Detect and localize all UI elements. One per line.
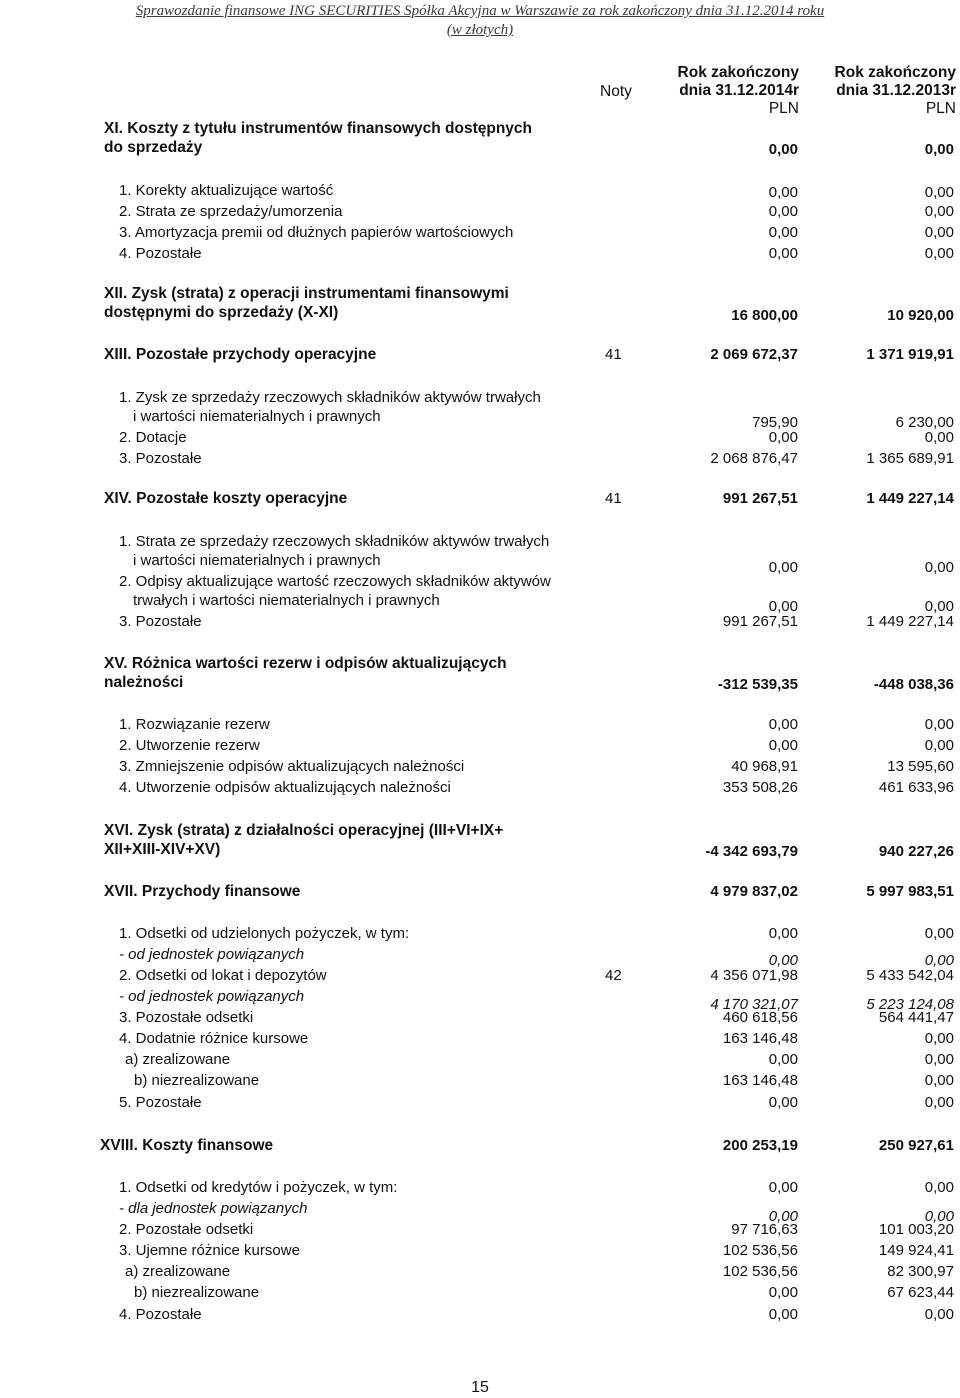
value-2013: 940 227,26 <box>878 843 954 860</box>
line-item-row <box>0 737 960 755</box>
line-item-row <box>0 1094 960 1112</box>
row-label: XI. Koszty z tytułu instrumentów finansowych dostępnych <box>104 120 533 137</box>
value-2014: 0,00 <box>768 1179 798 1196</box>
section-row <box>0 655 960 673</box>
line-item-row <box>0 1306 960 1324</box>
row-label: 4. Dodatnie różnice kursowe <box>119 1030 309 1047</box>
value-2014: 991 267,51 <box>722 490 798 507</box>
row-label: XIII. Pozostałe przychody operacyjne <box>104 346 377 363</box>
value-2014: 163 146,48 <box>722 1030 798 1047</box>
line-item-row <box>0 533 960 551</box>
row-label: trwałych i wartości niematerialnych i prawnych <box>133 592 440 609</box>
line-item-row <box>0 1179 960 1197</box>
row-label: - dla jednostek powiązanych <box>119 1200 308 1217</box>
value-2014: 40 968,91 <box>731 758 798 775</box>
line-item-row <box>0 1030 960 1048</box>
row-label: dostępnymi do sprzedaży (X-XI) <box>104 304 339 321</box>
value-2013: 0,00 <box>924 1208 954 1225</box>
value-2013: 67 623,44 <box>887 1284 954 1301</box>
value-2013: 10 920,00 <box>887 307 954 324</box>
value-2014: 0,00 <box>768 245 798 262</box>
column-2013-unit: PLN <box>925 100 956 117</box>
value-2014: 795,90 <box>752 414 798 431</box>
value-2014: 0,00 <box>768 716 798 733</box>
row-label: XII+XIII-XIV+XV) <box>104 841 221 858</box>
value-2013: 0,00 <box>924 429 954 446</box>
value-2013: 149 924,41 <box>878 1242 954 1259</box>
value-2014: 0,00 <box>768 429 798 446</box>
column-2013-line2: dnia 31.12.2013r <box>836 82 956 99</box>
row-label: 2. Odsetki od lokat i depozytów <box>119 967 327 984</box>
column-2014-line1: Rok zakończony <box>677 64 799 81</box>
value-2013: 0,00 <box>924 1030 954 1047</box>
value-2013: 0,00 <box>924 184 954 201</box>
line-item-row <box>0 1221 960 1239</box>
value-2014: 0,00 <box>768 224 798 241</box>
value-2014: 0,00 <box>768 598 798 615</box>
value-2014: 460 618,56 <box>722 1009 798 1026</box>
line-item-row <box>0 389 960 407</box>
value-2014: 0,00 <box>768 559 798 576</box>
value-2014: 97 716,63 <box>731 1221 798 1238</box>
value-2013: 0,00 <box>924 1072 954 1089</box>
row-label: XIV. Pozostałe koszty operacyjne <box>104 490 348 507</box>
value-2013: 461 633,96 <box>878 779 954 796</box>
section-row <box>0 304 960 322</box>
value-2014: 4 356 071,98 <box>710 967 798 984</box>
value-2013: 1 449 227,14 <box>866 490 954 507</box>
value-2013: 0,00 <box>924 1094 954 1111</box>
line-item-row <box>0 779 960 797</box>
row-note: 42 <box>605 967 622 984</box>
value-2013: 1 449 227,14 <box>866 613 954 630</box>
row-label: i wartości niematerialnych i prawnych <box>133 552 381 569</box>
row-label: 1. Zysk ze sprzedaży rzeczowych składników aktywów trwałych <box>119 389 541 406</box>
value-2013: 1 371 919,91 <box>866 346 954 363</box>
row-label: 4. Pozostałe <box>119 245 202 262</box>
value-2014: 102 536,56 <box>722 1242 798 1259</box>
line-item-row <box>0 1242 960 1260</box>
line-item-row <box>0 245 960 263</box>
row-label: XVII. Przychody finansowe <box>104 883 301 900</box>
row-label: - od jednostek powiązanych <box>119 988 305 1005</box>
section-row <box>0 883 960 901</box>
row-label: do sprzedaży <box>104 139 203 156</box>
value-2013: 0,00 <box>924 598 954 615</box>
value-2014: 2 069 672,37 <box>710 346 798 363</box>
line-item-row <box>0 758 960 776</box>
value-2014: 0,00 <box>768 1208 798 1225</box>
value-2013: 0,00 <box>924 203 954 220</box>
row-label: XVI. Zysk (strata) z działalności operacyjnej (III+VI+IX+ <box>104 822 504 839</box>
value-2013: 0,00 <box>924 737 954 754</box>
row-label: b) niezrealizowane <box>134 1284 260 1301</box>
column-2013-line1: Rok zakończony <box>834 64 956 81</box>
row-label: XII. Zysk (strata) z operacji instrumentami finansowymi <box>104 285 509 302</box>
row-label: 1. Korekty aktualizujące wartość <box>119 182 334 199</box>
value-2014: 163 146,48 <box>722 1072 798 1089</box>
value-2013: 13 595,60 <box>887 758 954 775</box>
value-2014: 0,00 <box>768 1051 798 1068</box>
row-label: 2. Pozostałe odsetki <box>119 1221 254 1238</box>
value-2014: 0,00 <box>768 1306 798 1323</box>
row-label: 4. Pozostałe <box>119 1306 202 1323</box>
line-item-row <box>0 988 960 1013</box>
value-2014: 0,00 <box>768 141 798 158</box>
value-2013: 0,00 <box>924 224 954 241</box>
line-item-row <box>0 1009 960 1027</box>
section-row <box>0 841 960 859</box>
row-label: 3. Ujemne różnice kursowe <box>119 1242 300 1259</box>
row-label: 1. Odsetki od udzielonych pożyczek, w tym: <box>119 925 410 942</box>
row-label: 2. Odpisy aktualizujące wartość rzeczowych składników aktywów <box>119 573 551 590</box>
line-item-row <box>0 1072 960 1090</box>
line-item-row <box>0 450 960 468</box>
document-header <box>0 2 960 40</box>
section-row <box>0 822 960 840</box>
section-row <box>0 1137 960 1155</box>
line-item-row <box>0 946 960 969</box>
value-2013: 1 365 689,91 <box>866 450 954 467</box>
row-label: XVIII. Koszty finansowe <box>100 1137 274 1154</box>
value-2014: 991 267,51 <box>722 613 798 630</box>
value-2014: 0,00 <box>768 184 798 201</box>
row-label: 5. Pozostałe <box>119 1094 202 1111</box>
line-item-row <box>0 224 960 242</box>
row-label: 3. Pozostałe odsetki <box>119 1009 254 1026</box>
value-2013: 5 433 542,04 <box>866 967 954 984</box>
value-2014: 0,00 <box>768 952 798 969</box>
notes-column-header: Noty <box>600 83 632 100</box>
line-item-row <box>0 1051 960 1069</box>
value-2014: 200 253,19 <box>722 1137 798 1154</box>
row-label: 1. Odsetki od kredytów i pożyczek, w tym: <box>119 1179 398 1196</box>
row-label: 1. Strata ze sprzedaży rzeczowych składników aktywów trwałych <box>119 533 550 550</box>
section-row <box>0 139 960 157</box>
line-item-row <box>0 925 960 943</box>
header-title: Sprawozdanie finansowe ING SECURITIES Spółka Akcyjna w Warszawie za rok zakończony dnia 31.12.2014 roku <box>135 3 825 19</box>
line-item-row <box>0 592 960 615</box>
line-item-row <box>0 429 960 447</box>
value-2014: 16 800,00 <box>731 307 798 324</box>
section-row <box>0 120 960 138</box>
value-2014: 2 068 876,47 <box>710 450 798 467</box>
line-item-row <box>0 203 960 221</box>
value-2013: 6 230,00 <box>895 414 954 431</box>
column-2014-header <box>629 64 799 118</box>
value-2013: 101 003,20 <box>878 1221 954 1238</box>
value-2013: 0,00 <box>924 952 954 969</box>
line-item-row <box>0 1263 960 1281</box>
value-2013: 0,00 <box>924 1179 954 1196</box>
section-row <box>0 674 960 692</box>
row-label: b) niezrealizowane <box>134 1072 260 1089</box>
section-row <box>0 490 960 508</box>
line-item-row <box>0 182 960 200</box>
value-2014: 0,00 <box>768 1284 798 1301</box>
row-label: 3. Amortyzacja premii od dłużnych papierów wartościowych <box>119 224 514 241</box>
value-2013: 0,00 <box>924 716 954 733</box>
row-note: 41 <box>605 490 622 507</box>
row-label: należności <box>104 674 184 691</box>
row-label: XV. Różnica wartości rezerw i odpisów aktualizujących <box>104 655 507 672</box>
value-2013: 250 927,61 <box>878 1137 954 1154</box>
row-label: i wartości niematerialnych i prawnych <box>133 408 381 425</box>
line-item-row <box>0 573 960 591</box>
row-label: a) zrealizowane <box>125 1051 231 1068</box>
value-2013: 0,00 <box>924 925 954 942</box>
column-2013-header <box>786 64 956 118</box>
value-2014: 4 170 321,07 <box>710 996 798 1013</box>
value-2014: 4 979 837,02 <box>710 883 798 900</box>
value-2013: 0,00 <box>924 1051 954 1068</box>
line-item-row <box>0 1284 960 1302</box>
section-row <box>0 346 960 364</box>
column-2014-line2: dnia 31.12.2014r <box>679 82 799 99</box>
value-2014: -312 539,35 <box>717 676 798 693</box>
row-label: 2. Strata ze sprzedaży/umorzenia <box>119 203 343 220</box>
line-item-row <box>0 1200 960 1225</box>
value-2013: 0,00 <box>924 1306 954 1323</box>
section-row <box>0 285 960 303</box>
value-2013: -448 038,36 <box>873 676 954 693</box>
row-label: a) zrealizowane <box>125 1263 231 1280</box>
value-2013: 564 441,47 <box>878 1009 954 1026</box>
value-2013: 82 300,97 <box>887 1263 954 1280</box>
row-note: 41 <box>605 346 622 363</box>
column-2014-unit: PLN <box>768 100 799 117</box>
value-2014: 353 508,26 <box>722 779 798 796</box>
row-label: 1. Rozwiązanie rezerw <box>119 716 270 733</box>
value-2014: 0,00 <box>768 925 798 942</box>
value-2014: -4 342 693,79 <box>705 843 798 860</box>
value-2014: 0,00 <box>768 203 798 220</box>
row-label: 2. Utworzenie rezerw <box>119 737 260 754</box>
row-label: 3. Pozostałe <box>119 450 202 467</box>
row-label: 2. Dotacje <box>119 429 187 446</box>
page-number: 15 <box>471 1379 489 1396</box>
value-2013: 0,00 <box>924 559 954 576</box>
header-unit: (w złotych) <box>446 22 514 38</box>
line-item-row <box>0 716 960 734</box>
line-item-row <box>0 552 960 576</box>
row-label: 3. Pozostałe <box>119 613 202 630</box>
value-2013: 0,00 <box>924 245 954 262</box>
value-2014: 0,00 <box>768 1094 798 1111</box>
line-item-row <box>0 967 960 985</box>
line-item-row <box>0 408 960 431</box>
value-2013: 0,00 <box>924 141 954 158</box>
value-2014: 0,00 <box>768 737 798 754</box>
value-2013: 5 223 124,08 <box>866 996 954 1013</box>
row-label: 4. Utworzenie odpisów aktualizujących należności <box>119 779 451 796</box>
row-label: - od jednostek powiązanych <box>119 946 305 963</box>
value-2013: 5 997 983,51 <box>866 883 954 900</box>
line-item-row <box>0 613 960 631</box>
row-label: 3. Zmniejszenie odpisów aktualizujących należności <box>119 758 465 775</box>
value-2014: 102 536,56 <box>722 1263 798 1280</box>
